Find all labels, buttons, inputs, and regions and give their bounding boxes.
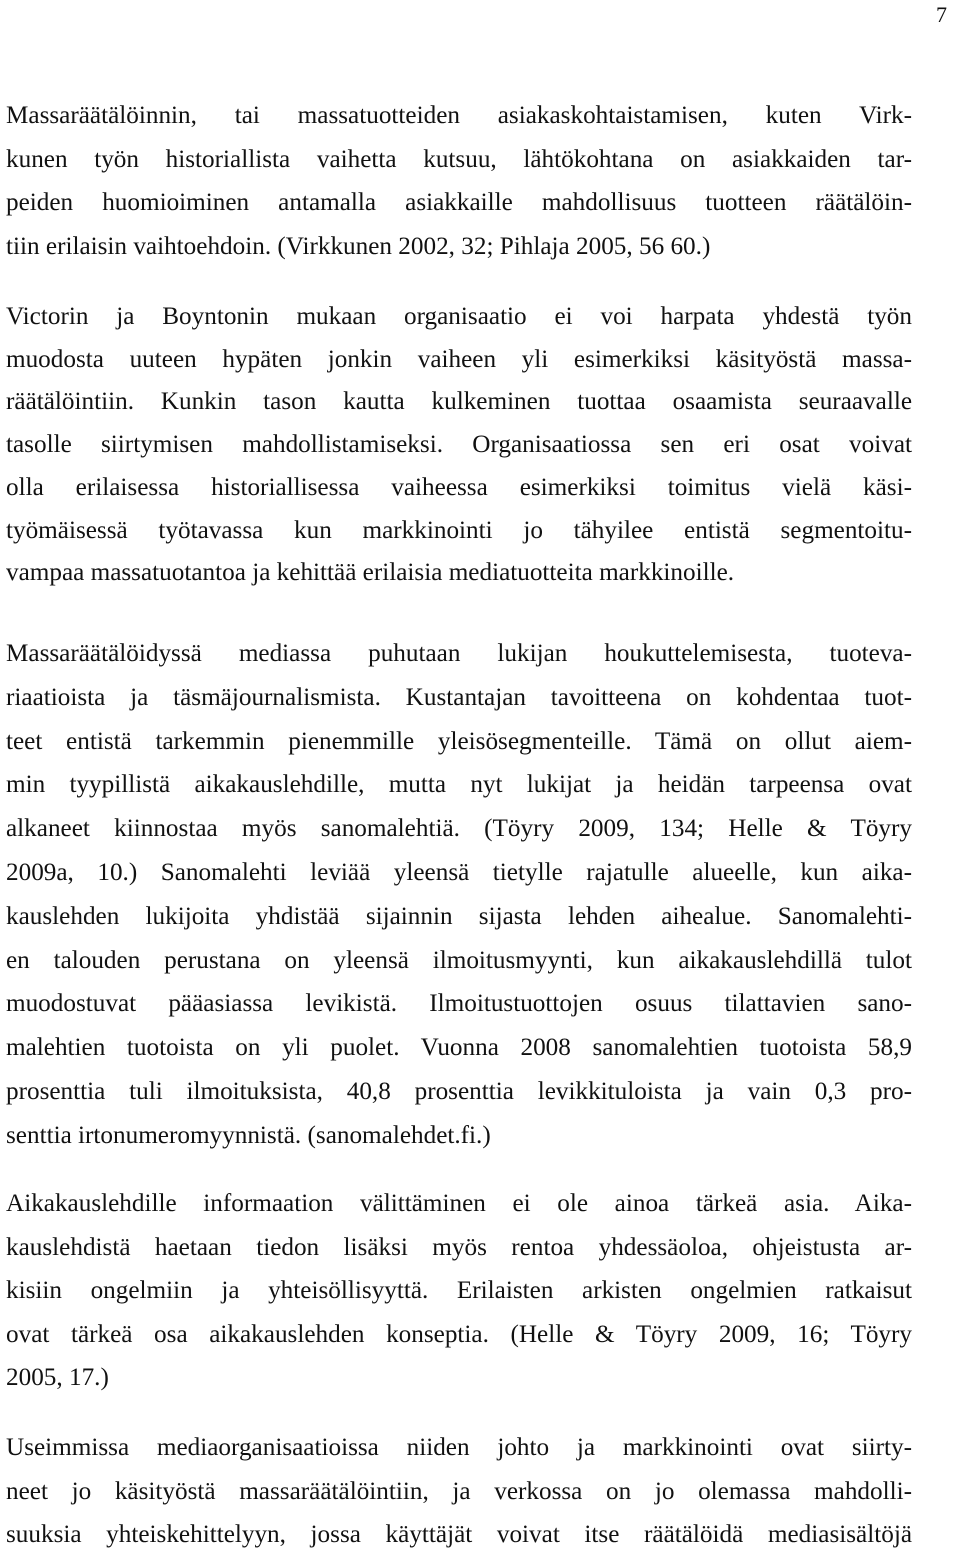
text-line: Massaräätälöinnin, tai massatuotteiden asiakaskohtaistamisen, kuten Virk- (6, 102, 912, 129)
paragraph-4 (6, 1182, 912, 1400)
text-line: teet entistä tarkemmin pienemmille yleisösegmenteille. Tämä on ollut aiem- (6, 727, 912, 755)
text-line: riaatioista ja täsmäjournalismista. Kustantajan tavoitteena on kohdentaa tuot- (6, 683, 912, 711)
paragraph-1 (6, 94, 912, 268)
text-line: olla erilaisessa historiallisessa vaiheessa esimerkiksi toimitus vielä käsi- (6, 473, 912, 501)
text-line: en talouden perustana on yleensä ilmoitusmyynti, kun aikakauslehdillä tulot (6, 946, 912, 974)
text-line: senttia irtonumeromyynnistä. (sanomalehdet.fi.) (6, 1121, 491, 1149)
text-line: suuksia yhteiskehittelyyn, jossa käyttäjät voivat itse räätälöidä mediasisältöjä (6, 1521, 912, 1548)
paragraph-5 (6, 1426, 912, 1557)
paragraph-2 (6, 296, 912, 595)
text-line: tiin erilaisin vaihtoehdoin. (Virkkunen 2002, 32; Pihlaja 2005, 56 60.) (6, 232, 711, 260)
text-line: muodosta uuteen hypäten jonkin vaiheen yli esimerkiksi käsityöstä massa- (6, 345, 912, 373)
text-line: kauslehdistä haetaan tiedon lisäksi myös rentoa yhdessäoloa, ohjeistusta ar- (6, 1233, 912, 1261)
text-line: räätälöintiin. Kunkin tason kautta kulkeminen tuottaa osaamista seuraavalle (6, 388, 912, 416)
text-line: työmäisessä työtavassa kun markkinointi jo tähyilee entistä segmentoitu- (6, 516, 912, 544)
text-line: alkaneet kiinnostaa myös sanomalehtiä. (Töyry 2009, 134; Helle & Töyry (6, 815, 912, 843)
text-line: kauslehden lukijoita yhdistää sijainnin sijasta lehden aihealue. Sanomalehti- (6, 902, 912, 930)
text-line: peiden huomioiminen antamalla asiakkaille mahdollisuus tuotteen räätälöin- (6, 189, 912, 216)
page-number: 7 (936, 2, 947, 27)
text-line: Victorin ja Boyntonin mukaan organisaatio ei voi harpata yhdestä työn (6, 303, 912, 330)
text-line: Aikakauslehdille informaation välittäminen ei ole ainoa tärkeä asia. Aika- (6, 1190, 912, 1217)
text-line: neet jo käsityöstä massaräätälöintiin, ja verkossa on jo olemassa mahdolli- (6, 1477, 912, 1505)
text-line: ovat tärkeä osa aikakauslehden konseptia. (Helle & Töyry 2009, 16; Töyry (6, 1320, 912, 1348)
text-line: 2005, 17.) (6, 1364, 109, 1391)
text-line: Massaräätälöidyssä mediassa puhutaan lukijan houkuttelemisesta, tuoteva- (6, 640, 912, 667)
text-line: 2009a, 10.) Sanomalehti leviää yleensä tietylle rajatulle alueelle, kun aika- (6, 858, 912, 886)
text-line: vampaa massatuotantoa ja kehittää erilaisia mediatuotteita markkinoille. (6, 559, 735, 587)
text-line: kisiin ongelmiin ja yhteisöllisyyttä. Erilaisten arkisten ongelmien ratkaisut (6, 1277, 912, 1304)
text-line: tasolle siirtymisen mahdollistamiseksi. Organisaatiossa sen eri osat voivat (6, 431, 912, 459)
text-line: muodostuvat pääasiassa levikistä. Ilmoitustuottojen osuus tilattavien sano- (6, 990, 912, 1018)
paragraph-3 (6, 632, 912, 1158)
text-line: malehtien tuotoista on yli puolet. Vuonna 2008 sanomalehtien tuotoista 58,9 (6, 1034, 912, 1062)
text-line: min tyypillistä aikakauslehdille, mutta nyt lukijat ja heidän tarpeensa ovat (6, 771, 912, 799)
text-line: prosenttia tuli ilmoituksista, 40,8 prosenttia levikkituloista ja vain 0,3 pro- (6, 1077, 912, 1105)
text-line: Useimmissa mediaorganisaatioissa niiden johto ja markkinointi ovat siirty- (6, 1434, 912, 1461)
text-line: kunen työn historiallista vaihetta kutsuu, lähtökohtana on asiakkaiden tar- (6, 145, 912, 173)
